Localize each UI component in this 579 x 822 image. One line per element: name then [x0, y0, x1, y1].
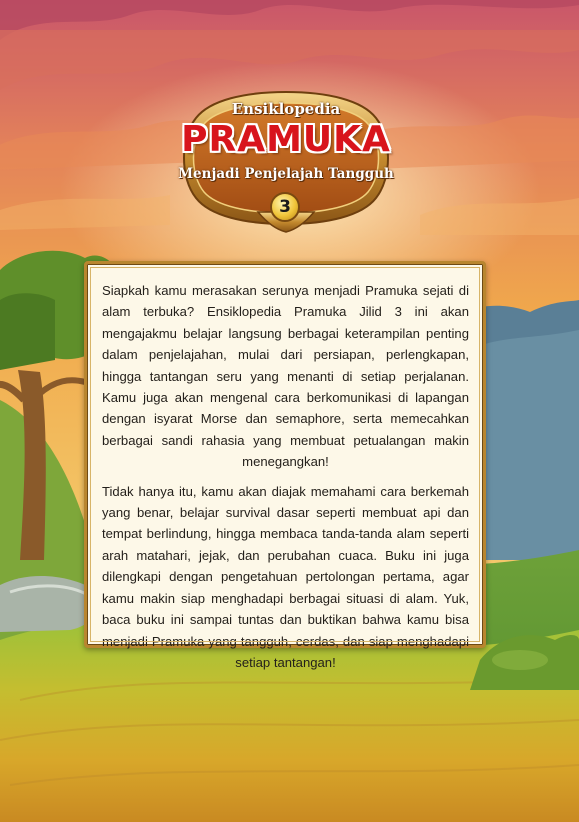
synopsis-box: [84, 261, 486, 670]
volume-number-badge: 3: [270, 192, 300, 222]
synopsis-paragraph-1: Siapkah kamu merasakan serunya menjadi Pramuka sejati di alam terbuka? Ensiklopedia Pramuka Jilid 3 ini akan mengajakmu belajar langsung berbagai keterampilan penting dalam penjelajahan, mulai dari persiapan, perlengkapan, hingga tantangan seru yang menanti di setiap perjalanan. Kamu juga akan mengenal cara berkomunikasi di lapangan dengan isyarat Morse dan semaphore, serta memecahkan berbagai sandi rahasia yang membuat petualangan makin menegangkan!: [102, 283, 469, 470]
title-badge: [170, 86, 402, 236]
book-subtitle: Menjadi Penjelajah Tangguh: [178, 166, 394, 182]
series-title: Ensiklopedia: [231, 100, 341, 118]
book-title: PRAMUKA: [181, 119, 391, 160]
synopsis-paragraph-2: Tidak hanya itu, kamu akan diajak memahami cara berkemah yang benar, belajar survival dasar seperti membuat api dan tempat berlindung, hingga membaca tanda-tanda alam seperti arah matahari, jejak, dan perubahan cuaca. Buku ini juga dilengkapi dengan pengetahuan pertolongan pertama, agar kamu makin siap menghadapi berbagai situasi di alam. Yuk, baca buku ini sampai tuntas dan buktikan bahwa kamu bisa menjadi Pramuka yang tangguh, cerdas, dan siap menghadapi setiap tantangan!: [102, 483, 469, 670]
